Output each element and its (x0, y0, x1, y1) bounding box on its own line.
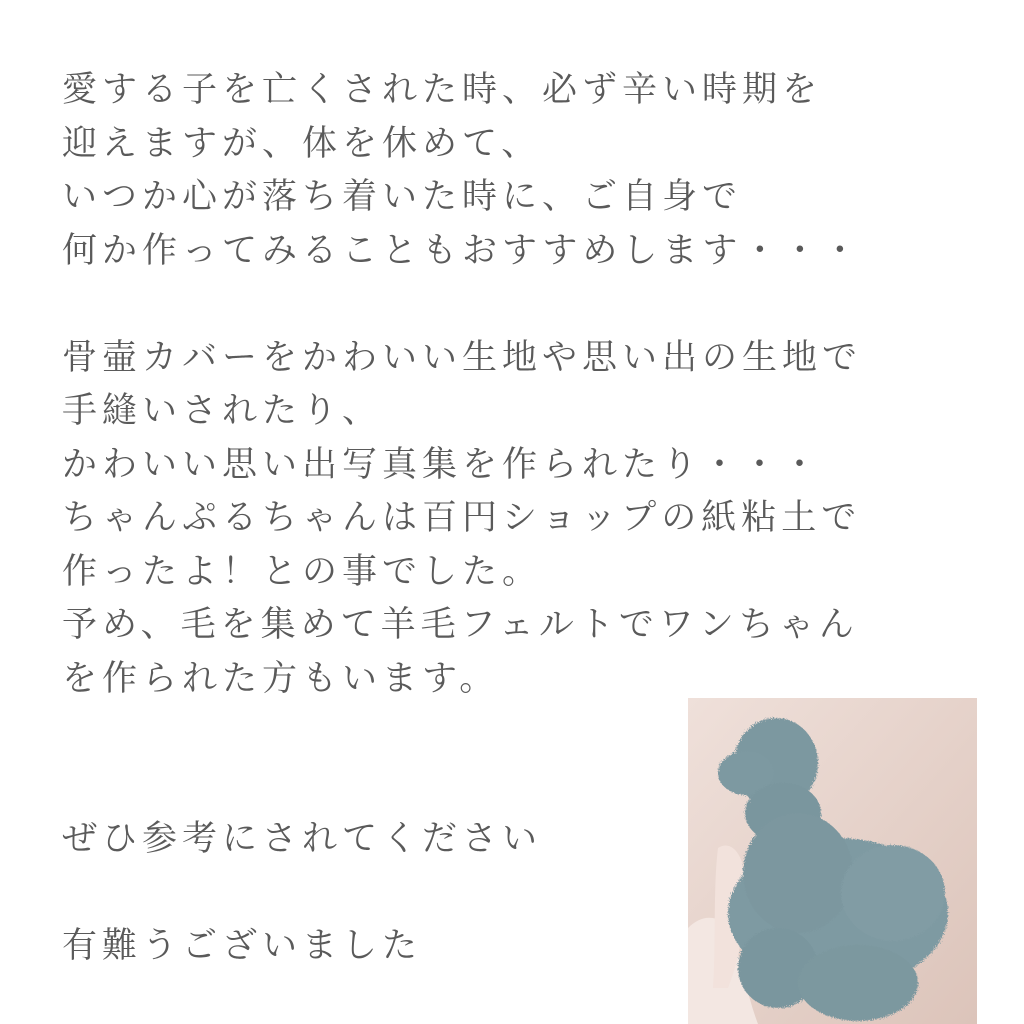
text-line: 手縫いされたり、 (62, 391, 383, 431)
closing-line: 有難うございました (62, 926, 423, 966)
text-line: 迎えますが、体を休めて、 (62, 123, 542, 164)
text-line: 骨壷カバーをかわいい生地や思い出の生地で (62, 337, 863, 378)
text-line: かわいい思い出写真集を作られたり・・・ (62, 444, 823, 485)
poodle-illustration (688, 698, 977, 1024)
closing-line: ぜひ参考にされてください (62, 819, 543, 859)
text-line: 愛する子を亡くされた時、必ず辛い時期を (62, 70, 823, 110)
text-line: を作られた方もいます。 (62, 658, 500, 699)
felted-poodle-photo (688, 698, 977, 1024)
text-line: 予め、毛を集めて羊毛フェルトでワンちゃん (62, 605, 859, 645)
text-line: 作ったよ！との事でした。 (62, 551, 543, 592)
text-line: 何か作ってみることもおすすめします・・・ (62, 230, 863, 271)
paragraph-gap (62, 278, 962, 332)
text-line: ちゃんぷるちゃんは百円ショップの紙粘土で (62, 498, 862, 538)
text-line: いつか心が落ち着いた時に、ご自身で (62, 177, 743, 217)
